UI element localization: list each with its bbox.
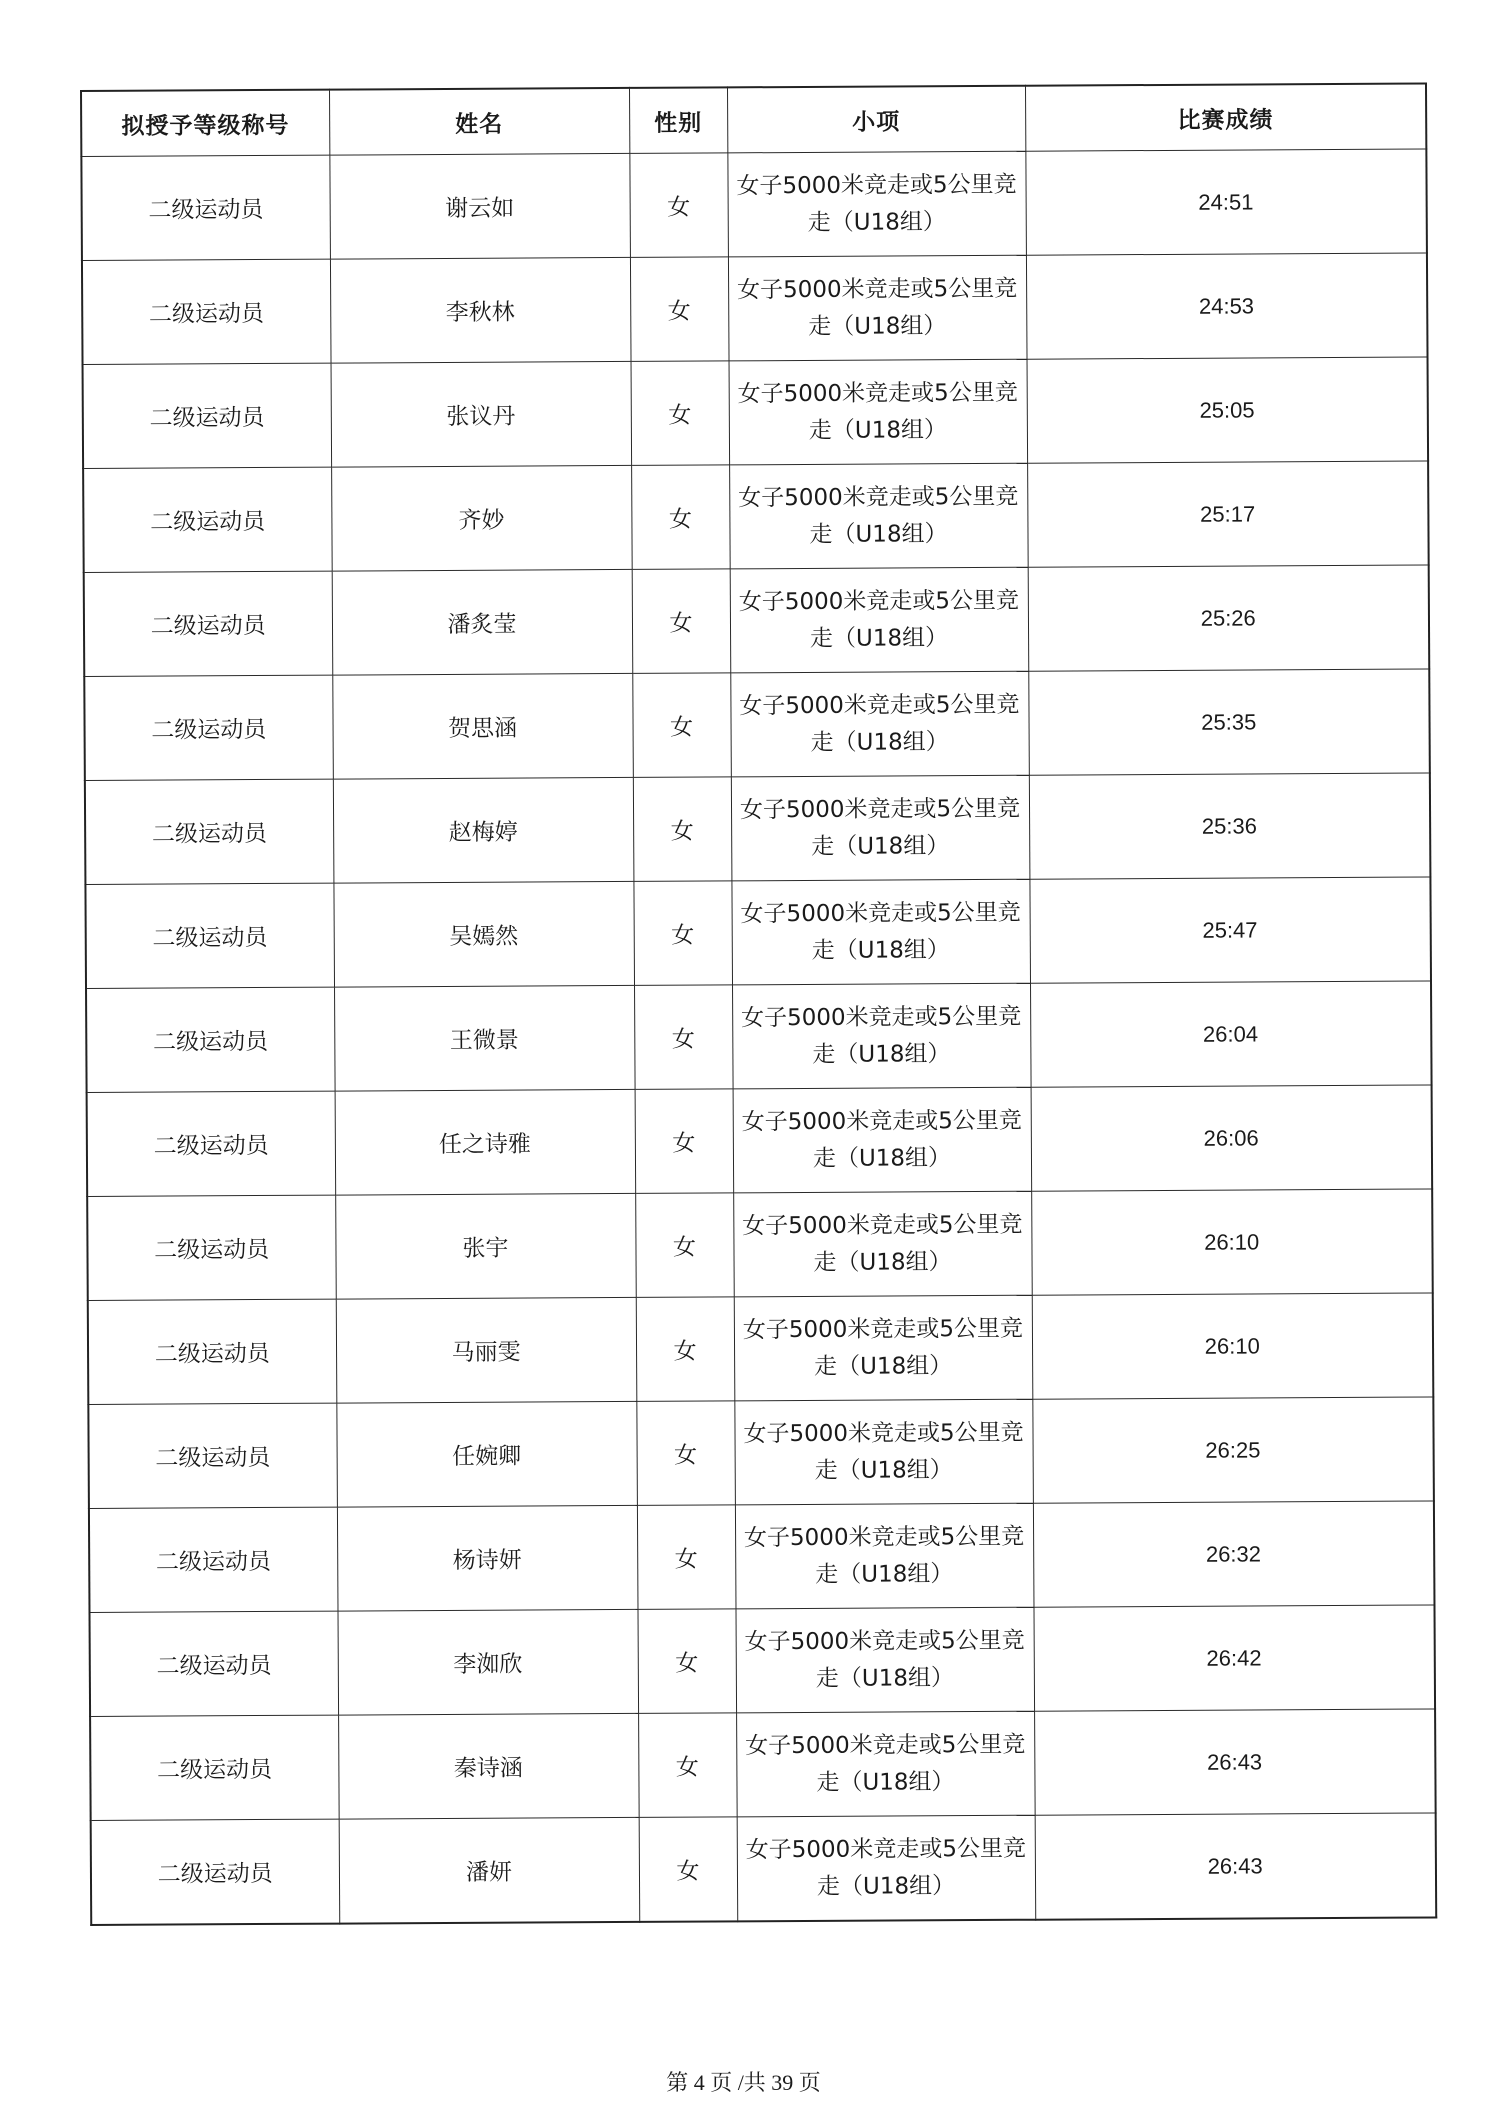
- header-grade: 拟授予等级称号: [81, 90, 329, 157]
- cell-gender: 女: [631, 361, 730, 466]
- cell-grade: 二级运动员: [90, 1611, 339, 1716]
- cell-grade: 二级运动员: [85, 779, 334, 884]
- cell-name: 谢云如: [329, 153, 630, 259]
- table-row: [85, 773, 1431, 885]
- table-row: [87, 1085, 1433, 1197]
- cell-event: 女子5000米竞走或5公里竞走（U18组）: [736, 1711, 1035, 1817]
- cell-gender: 女: [630, 257, 729, 362]
- cell-grade: 二级运动员: [88, 1403, 337, 1508]
- cell-result: 25:26: [1028, 565, 1430, 671]
- cell-result: 24:51: [1025, 149, 1427, 255]
- cell-grade: 二级运动员: [88, 1299, 337, 1404]
- header-result: 比赛成绩: [1025, 83, 1426, 151]
- cell-result: 26:42: [1033, 1605, 1435, 1711]
- cell-event: 女子5000米竞走或5公里竞走（U18组）: [730, 567, 1029, 673]
- results-table-wrapper: [80, 82, 1435, 1925]
- cell-gender: 女: [636, 1297, 735, 1402]
- table-row: [83, 357, 1429, 469]
- cell-grade: 二级运动员: [83, 363, 332, 468]
- cell-grade: 二级运动员: [84, 571, 333, 676]
- cell-event: 女子5000米竞走或5公里竞走（U18组）: [735, 1503, 1034, 1609]
- cell-event: 女子5000米竞走或5公里竞走（U18组）: [737, 1815, 1036, 1921]
- table-row: [88, 1293, 1434, 1405]
- table-row: [90, 1709, 1436, 1821]
- header-gender: 性别: [629, 87, 727, 153]
- cell-result: 24:53: [1026, 253, 1428, 359]
- cell-gender: 女: [634, 985, 733, 1090]
- table-row: [85, 877, 1431, 989]
- cell-grade: 二级运动员: [87, 1195, 336, 1300]
- cell-result: 26:43: [1035, 1813, 1437, 1920]
- cell-name: 王微景: [334, 985, 635, 1091]
- cell-result: 25:17: [1027, 461, 1429, 567]
- cell-event: 女子5000米竞走或5公里竞走（U18组）: [732, 983, 1031, 1089]
- cell-grade: 二级运动员: [85, 883, 334, 988]
- cell-grade: 二级运动员: [86, 987, 335, 1092]
- header-name: 姓名: [329, 88, 629, 155]
- cell-name: 潘妍: [339, 1817, 640, 1923]
- cell-grade: 二级运动员: [82, 259, 331, 364]
- cell-event: 女子5000米竞走或5公里竞走（U18组）: [730, 671, 1029, 777]
- cell-gender: 女: [635, 1089, 734, 1194]
- cell-event: 女子5000米竞走或5公里竞走（U18组）: [728, 255, 1027, 361]
- cell-name: 秦诗涵: [338, 1713, 639, 1819]
- table-row: [82, 253, 1428, 365]
- cell-result: 25:47: [1029, 877, 1431, 983]
- cell-gender: 女: [638, 1713, 737, 1818]
- cell-event: 女子5000米竞走或5公里竞走（U18组）: [727, 151, 1026, 257]
- cell-name: 潘炙莹: [332, 569, 633, 675]
- cell-name: 吴嫣然: [333, 881, 634, 987]
- cell-name: 张议丹: [331, 361, 632, 467]
- table-row: [88, 1397, 1434, 1509]
- table-row: [89, 1501, 1435, 1613]
- cell-event: 女子5000米竞走或5公里竞走（U18组）: [733, 1191, 1032, 1297]
- cell-result: 26:04: [1030, 981, 1432, 1087]
- athlete-grade-table: [80, 82, 1437, 1925]
- table-header-row: [81, 83, 1426, 156]
- cell-result: 26:06: [1031, 1085, 1433, 1191]
- cell-gender: 女: [637, 1609, 736, 1714]
- cell-grade: 二级运动员: [91, 1819, 340, 1925]
- cell-event: 女子5000米竞走或5公里竞走（U18组）: [731, 879, 1030, 985]
- table-body: [81, 149, 1436, 1925]
- cell-result: 26:10: [1031, 1189, 1433, 1295]
- cell-result: 26:43: [1034, 1709, 1436, 1815]
- cell-gender: 女: [635, 1193, 734, 1298]
- cell-result: 25:35: [1028, 669, 1430, 775]
- cell-result: 26:10: [1032, 1293, 1434, 1399]
- cell-name: 杨诗妍: [337, 1505, 638, 1611]
- header-event: 小项: [727, 86, 1025, 153]
- cell-gender: 女: [631, 465, 730, 570]
- cell-name: 李秋林: [330, 257, 631, 363]
- cell-result: 26:25: [1032, 1397, 1434, 1503]
- cell-name: 任婉卿: [336, 1401, 637, 1507]
- table-row: [83, 461, 1429, 573]
- table-row: [84, 565, 1430, 677]
- cell-gender: 女: [632, 569, 731, 674]
- cell-grade: 二级运动员: [84, 675, 333, 780]
- cell-grade: 二级运动员: [90, 1715, 339, 1820]
- cell-grade: 二级运动员: [89, 1507, 338, 1612]
- cell-event: 女子5000米竞走或5公里竞走（U18组）: [731, 775, 1030, 881]
- cell-grade: 二级运动员: [87, 1091, 336, 1196]
- cell-name: 任之诗雅: [335, 1089, 636, 1195]
- cell-result: 25:05: [1027, 357, 1429, 463]
- cell-name: 赵梅婷: [333, 777, 634, 883]
- cell-gender: 女: [637, 1505, 736, 1610]
- cell-name: 齐妙: [331, 465, 632, 571]
- table-row: [90, 1605, 1436, 1717]
- table-row: [91, 1813, 1437, 1925]
- cell-name: 马丽雯: [336, 1297, 637, 1403]
- cell-event: 女子5000米竞走或5公里竞走（U18组）: [733, 1087, 1032, 1193]
- table-row: [86, 981, 1432, 1093]
- cell-result: 26:32: [1033, 1501, 1435, 1607]
- table-row: [81, 149, 1427, 261]
- page-number: 第 4 页 /共 39 页: [666, 2070, 821, 2095]
- cell-grade: 二级运动员: [81, 155, 330, 260]
- cell-event: 女子5000米竞走或5公里竞走（U18组）: [729, 359, 1028, 465]
- cell-gender: 女: [639, 1817, 738, 1922]
- cell-gender: 女: [633, 777, 732, 882]
- cell-name: 李洳欣: [337, 1609, 638, 1715]
- cell-result: 25:36: [1029, 773, 1431, 879]
- cell-gender: 女: [632, 673, 731, 778]
- cell-gender: 女: [636, 1401, 735, 1506]
- table-row: [84, 669, 1430, 781]
- cell-event: 女子5000米竞走或5公里竞走（U18组）: [734, 1399, 1033, 1505]
- cell-name: 贺思涵: [332, 673, 633, 779]
- table-row: [87, 1189, 1433, 1301]
- cell-gender: 女: [629, 153, 728, 258]
- cell-event: 女子5000米竞走或5公里竞走（U18组）: [729, 463, 1028, 569]
- cell-gender: 女: [633, 881, 732, 986]
- cell-event: 女子5000米竞走或5公里竞走（U18组）: [734, 1295, 1033, 1401]
- cell-grade: 二级运动员: [83, 467, 332, 572]
- cell-event: 女子5000米竞走或5公里竞走（U18组）: [735, 1607, 1034, 1713]
- cell-name: 张宇: [335, 1193, 636, 1299]
